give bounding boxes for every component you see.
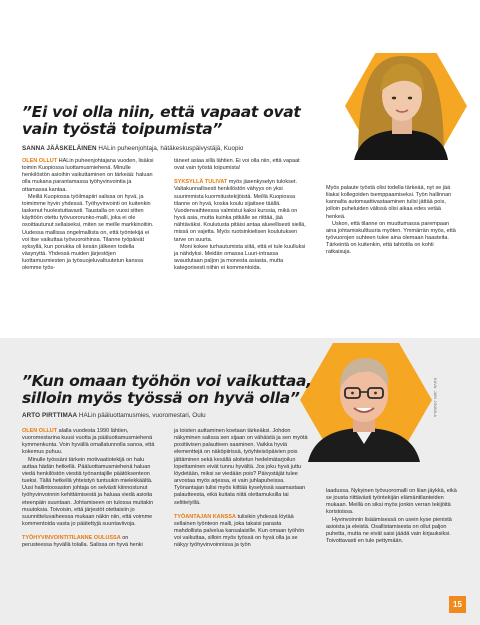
photo-credit: KUVA: JARI JOUNILA (433, 378, 437, 418)
portrait-sanna (340, 48, 460, 160)
author-role: HALin pääluottamusmies, vuoromestari, Oulu (77, 412, 206, 419)
paragraph: Hyvinvoinnin lisäämisessä on usein kyse pienistä asioista ja eleistä. Osallistamisesta on ollut paljon puhetta, mutta ne eivät saisi jäädä vain kirjauksiksi. Toivottavasti en tule pettymään. (326, 516, 452, 545)
paragraph: OLEN OLLUT HALin puheenjohtajana vuoden, lisäksi toimin Kuopiossa luottamusmiehenä. Minulle henkilöstön asioihin vaikuttaminen on tärkeää: haluan olla mukana parantamassa työhyvinvointia ja ottamassa kantaa. (22, 158, 154, 193)
paragraph: TYÖHYVINVOINTITILANNE OULUSSA on perusteessa hyvällä tolalla. Salissa on hyvä henki (22, 535, 143, 549)
author-role: HALin puheenjohtaja, hätäkeskuspäivystäjä, Kuopio (96, 145, 244, 152)
paragraph: Minulle työssäni tärkein motivaatiotekijä on halu auttaa hädän hetkellä. Pääluottamusmiehenä haluan viedä henkilöstön viestiä työnantajille päätöksenteon tueksi. Tällä hetkellä yhteistyö tuntuukin mielekkäältä. Uusi hallintoosaston johtaja on selvästi kiinnostunut työhyvinvoinnin kehittämisestä ja haluaa viedä asioita eteenpäin suuntaan. Johtamiseen on tulossa muitakin muutoksia. Toivoisin, että järjestöt otettaisiin jo suunnitteluvaiheessa mukaan näkin niin, että voimme kommentoida vasta jo päätettyjä suuntaviivoja. (22, 456, 154, 528)
paragraph: OLEN OLLUT alalla vuodesta 1990 lähtien, vuoromestarina kuusi vuotta ja pääluottamusmiehenä kymmenkunta. Voin hyvällä omallatunnolla sanoa, että kokemus puhuu. (22, 428, 155, 456)
portrait-arto (298, 344, 430, 462)
page-number: 15 (449, 596, 466, 613)
paragraph: ja toisten auttaminen koetaan tärkeäksi. Johdon näkyminen salissa sen sijaan on vähäistä ja sen myötä positiivisen palautteen saaminen. Vaikka hyviä elementtejä on näköpiirissä, työyhteisöpäivien pois jättäminen sekä kesällä aloitetun hedelmätarjoilun lopettaminen eivät tunnu hyvältä. Jos joku hyvä juttu löydetään, miksi se viedään pois? Päivystäjät tulee arvostaa myös arjessa, ei vain juhlapuheissa. Työnantajan tulisi myös kiittää kyselyissä saamastaan palautteesta, eikä kuitata niitä olettamuksilla tai selittelyillä. (174, 428, 308, 506)
paragraph: täneet asiaa sillä lähtien. Ei voi olla niin, että vapaat ovat vain työstä toipumista! (174, 158, 300, 172)
byline (22, 145, 243, 153)
paragraph: Myös palaute työstä olisi todella tärkeää, nyt se jää liiaksi kollegoiden tsemppaamiseksi. Työn hallinnan kannalta automaattivastaaminen tulisi jättää pois, jolloin puheluiden välissä olisi aikaa edes vetää henkeä. (326, 185, 452, 220)
body-column-2 (174, 158, 308, 272)
paragraph: Meillä Kuopiossa työilmapiiri salissa on hyvä, ja toimimme hyvin yhdessä. Työhyvinvointi on kuitenkin laskenut huolestuttavasti. Taustalla on vuosi sitten käyttöön otettu työvuororunko-malli, joka ei ole osoittautunut sellaiseksi, miten se meille markkinoitiin. Uudessa mallissa ongelmallista on, että työntekijä ei voi itse vaikuttaa työvuoroihinsa. Tilanne työpäivät syksyllä, kun porukka oli kesän jälkeen todella väsynyttä. Yhdessä muiden järjestöjen luottamusmiesten ja työsuojeluvaltuutetun kanssa olemme työs- (22, 193, 154, 272)
body-column-3 (326, 488, 460, 545)
paragraph: TYÖANTAJAN KANSSA tulisikin yhdessä löytää sellainen työnteon malli, joka takaisi parasta mahdollista palvelua kansalaisille. Kun omaan työhön voi vaikuttaa, silloin myös työssä on hyvä olla ja se näkyy työhyvinvoinnissa ja työn (174, 513, 305, 549)
paragraph: SYKSYLLÄ TULIVAT myös jäsenkyselyn tulokset. Valtakunnallisesti henkilöstön vähyys on yksi suurimmista kuormitustekijöistä. Meillä Kuopiossa tilanne on hyvä, koska koulu sijaitsee täällä. Vuodenvaihteessa valmistui kaksi kurssia, mikä on hyvä asia, mutta kuinka pitkälle se riittää, jää nähtäväksi. Koulutusta pitäisi antaa alueellisesti siellä, missä on vajetta. Myös ruotsinkielisen koulutuksen tarve on suurta. (174, 179, 306, 243)
body-column-1 (22, 158, 156, 273)
body-column-3 (326, 185, 460, 257)
article-title: ”Kun omaan työhön voi vaikuttaa, silloin myös työssä on hyvä olla” (22, 372, 312, 407)
paragraph: Uskon, että tilanne on muuttumassa parempaan aina johtamiskulttuuria myöten. Ymmärrän myös, että työvuorojen suhteen tulee aina olemaan haasteita. Tärkeintä on kuitenkin, että tahtotila on kohti ratkaisuja. (326, 220, 456, 256)
byline (22, 412, 206, 420)
article-arto (0, 338, 480, 625)
author-name: ARTO PIRTTIMAA (22, 412, 78, 419)
body-column-2 (174, 428, 308, 550)
paragraph: laadussa. Nykyinen työvuoromalli on liian jäykkä, eikä se jousta riittävästi työntekijän elämäntilanteiden mukaan. Meillä on siksi myös jonkin verran tekijöitä koristoissa. (326, 488, 457, 516)
article-title: ”Ei voi olla niin, että vapaat ovat vain työstä toipumista” (22, 103, 301, 138)
author-name: SANNA JÄÄSKELÄINEN (22, 145, 97, 152)
paragraph: Moni kokee turhautumista siitä, että ei tule kuulluksi ja nähdyksi. Meidän omassa Luuri-intrassa avaudutaan paljon ja monesta asiasta, mutta kategorisesti niihin ei kommentoida. (174, 243, 306, 272)
body-column-1 (22, 428, 156, 550)
